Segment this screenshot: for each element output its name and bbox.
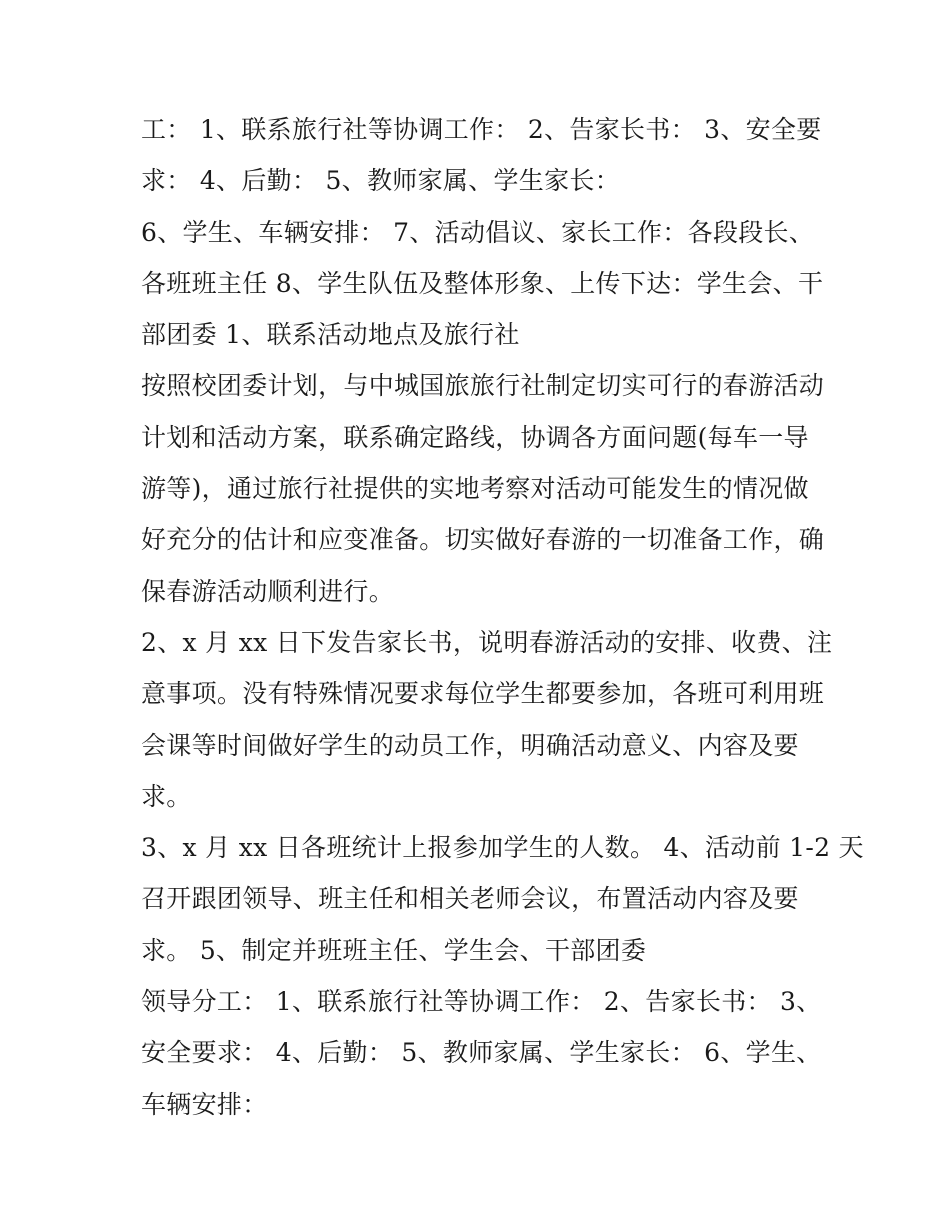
text-line: 求： 4、后勤： 5、教师家属、学生家长： — [141, 166, 621, 196]
text-line: 3、x 月 xx 日各班统计上报参加学生的人数。 4、活动前 1-2 天 — [141, 833, 864, 863]
text-line: 游等)，通过旅行社提供的实地考察对活动可能发生的情况做 — [141, 474, 809, 504]
text-line: 计划和活动方案，联系确定路线，协调各方面问题(每车一导 — [141, 422, 809, 452]
text-line: 求。 — [141, 781, 192, 811]
text-line: 安全要求： 4、后勤： 5、教师家属、学生家长： 6、学生、 — [141, 1038, 822, 1068]
text-line: 6、学生、车辆安排： 7、活动倡议、家长工作：各段段长、 — [141, 217, 815, 247]
document-body — [141, 110, 864, 1136]
text-line: 会课等时间做好学生的动员工作，明确活动意义、内容及要 — [141, 730, 799, 760]
text-line: 车辆安排： — [141, 1089, 268, 1119]
text-line: 保春游活动顺利进行。 — [141, 576, 395, 606]
text-line: 领导分工： 1、联系旅行社等协调工作： 2、告家长书： 3、 — [141, 987, 822, 1017]
text-line: 按照校团委计划，与中城国旅旅行社制定切实可行的春游活动 — [141, 371, 825, 401]
text-line: 部团委 1、联系活动地点及旅行社 — [141, 320, 520, 350]
text-line: 意事项。没有特殊情况要求每位学生都要参加，各班可利用班 — [141, 679, 825, 709]
text-line: 2、x 月 xx 日下发告家长书，说明春游活动的安排、收费、注 — [141, 627, 833, 657]
text-line: 召开跟团领导、班主任和相关老师会议，布置活动内容及要 — [141, 884, 799, 914]
text-line: 工： 1、联系旅行社等协调工作： 2、告家长书： 3、安全要 — [141, 115, 822, 144]
text-line: 求。 5、制定并班班主任、学生会、干部团委 — [141, 935, 647, 965]
text-line: 各班班主任 8、学生队伍及整体形象、上传下达：学生会、干 — [141, 268, 824, 298]
text-line: 好充分的估计和应变准备。切实做好春游的一切准备工作，确 — [141, 525, 825, 555]
